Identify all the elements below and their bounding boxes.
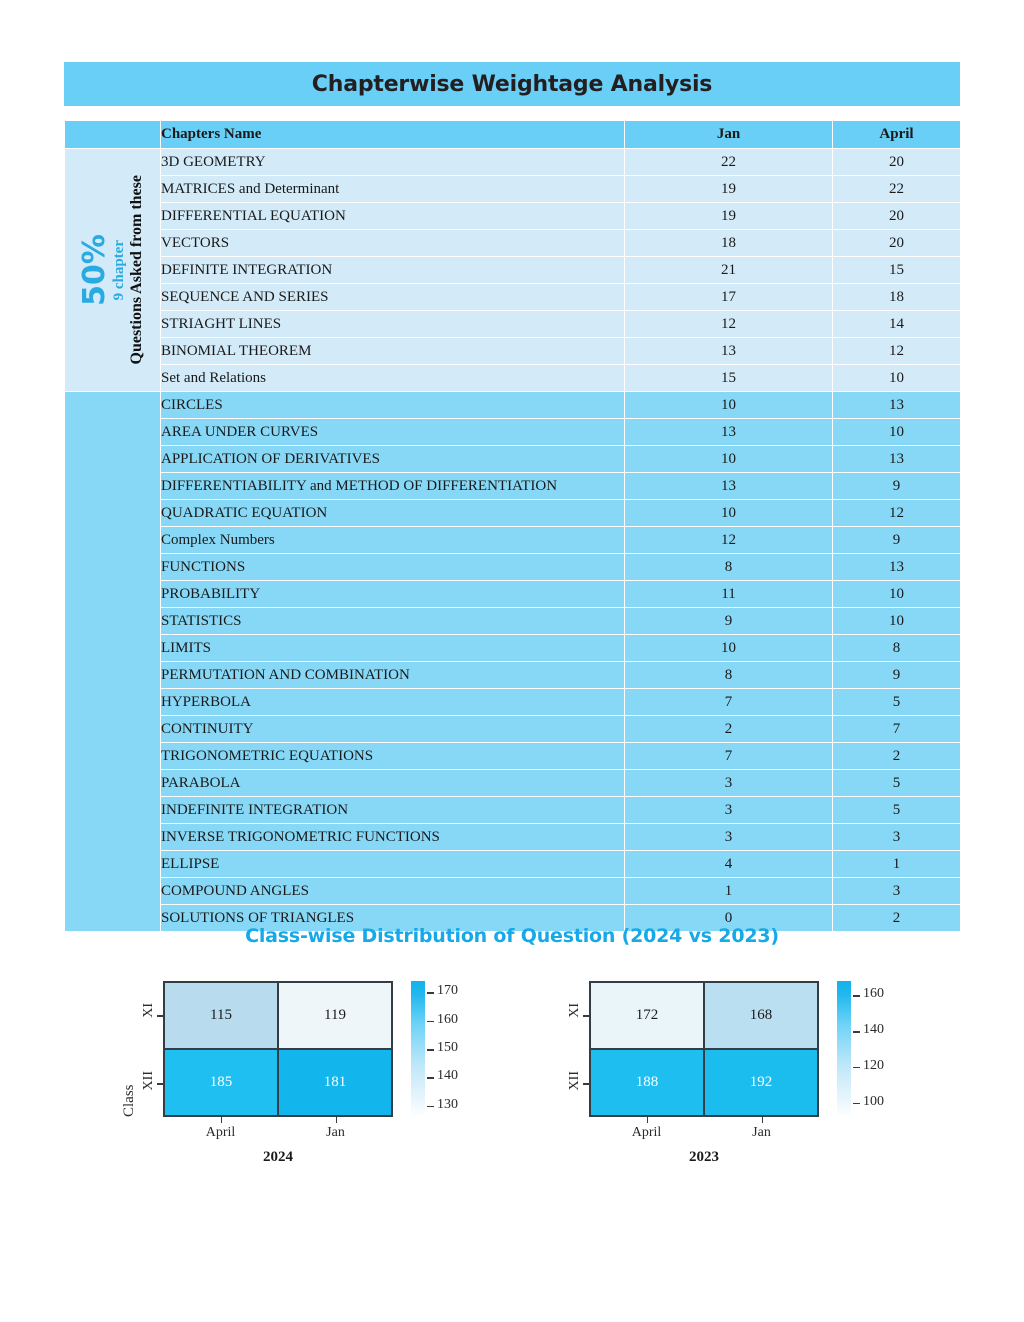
cell-april-count: 20 [833,203,961,230]
cell-chapter-name: ELLIPSE [161,851,625,878]
cell-jan-count: 11 [625,581,833,608]
cell-jan-count: 7 [625,743,833,770]
side-summary-cell-lower [65,392,161,932]
table-row [65,446,961,473]
cell-chapter-name: MATRICES and Determinant [161,176,625,203]
heatmap-cell: 192 [704,1049,818,1116]
cell-jan-count: 22 [625,149,833,176]
heatmap-colorbar-tick-label: 160 [863,986,884,1002]
cell-jan-count: 10 [625,392,833,419]
cell-jan-count: 13 [625,473,833,500]
table-row [65,716,961,743]
cell-april-count: 13 [833,446,961,473]
cell-april-count: 18 [833,284,961,311]
cell-april-count: 14 [833,311,961,338]
heatmap-cell: 168 [704,982,818,1049]
cell-jan-count: 1 [625,878,833,905]
cell-jan-count: 8 [625,662,833,689]
cell-chapter-name: SOLUTIONS OF TRIANGLES [161,905,625,932]
cell-april-count: 10 [833,365,961,392]
heatmap-colorbar-tickmark [853,995,860,997]
heatmap-colorbar-tick-label: 100 [863,1093,884,1109]
table-row [65,284,961,311]
cell-april-count: 13 [833,392,961,419]
heatmap-colorbar-tick-label: 170 [437,983,458,999]
cell-april-count: 15 [833,257,961,284]
heatmap-x-tickmark [647,1117,649,1123]
cell-jan-count: 4 [625,851,833,878]
table-row [65,257,961,284]
cell-chapter-name: PERMUTATION AND COMBINATION [161,662,625,689]
table-row [65,689,961,716]
heatmap-y-tick-XI: XI [141,1003,156,1018]
heatmap-x-tickmark [336,1117,338,1123]
cell-chapter-name: FUNCTIONS [161,554,625,581]
cell-jan-count: 12 [625,311,833,338]
heatmap-grid [163,981,393,1117]
cell-chapter-name: APPLICATION OF DERIVATIVES [161,446,625,473]
heatmap-colorbar-tickmark [427,1077,434,1079]
heatmap-colorbar-tick-label: 140 [437,1068,458,1084]
heatmap-chart-2024 [119,971,479,1171]
cell-april-count: 20 [833,149,961,176]
heatmap-cell: 115 [164,982,278,1049]
table-row [65,662,961,689]
cell-chapter-name: 3D GEOMETRY [161,149,625,176]
cell-jan-count: 8 [625,554,833,581]
cell-chapter-name: AREA UNDER CURVES [161,419,625,446]
table-body [65,149,961,932]
heatmap-grid [589,981,819,1117]
cell-chapter-name: Set and Relations [161,365,625,392]
cell-chapter-name: LIMITS [161,635,625,662]
cell-april-count: 5 [833,770,961,797]
heatmap-colorbar-tickmark [427,1106,434,1108]
cell-chapter-name: STATISTICS [161,608,625,635]
table-row [65,797,961,824]
side-caption-label: Questions Asked from these [128,175,145,365]
heatmap-y-tick-XII: XII [141,1071,156,1091]
cell-jan-count: 9 [625,608,833,635]
side-summary-cell [65,149,161,392]
table-row [65,743,961,770]
table-row [65,203,961,230]
cell-chapter-name: STRIAGHT LINES [161,311,625,338]
cell-chapter-name: QUADRATIC EQUATION [161,500,625,527]
heatmap-x-tickmark [221,1117,223,1123]
cell-chapter-name: SEQUENCE AND SERIES [161,284,625,311]
table-row [65,176,961,203]
cell-april-count: 5 [833,797,961,824]
side-percent-label: 50% [77,234,112,306]
heatmap-colorbar-tickmark [853,1067,860,1069]
cell-april-count: 2 [833,905,961,932]
heatmap-colorbar-tick-label: 130 [437,1096,458,1112]
cell-jan-count: 13 [625,419,833,446]
cell-chapter-name: BINOMIAL THEOREM [161,338,625,365]
cell-jan-count: 3 [625,770,833,797]
table-header-row [65,121,961,149]
cell-april-count: 13 [833,554,961,581]
cell-chapter-name: INDEFINITE INTEGRATION [161,797,625,824]
heatmap-x-tick-Jan: Jan [752,1125,771,1140]
cell-jan-count: 10 [625,635,833,662]
page-title: Chapterwise Weightage Analysis [311,71,713,97]
cell-april-count: 7 [833,716,961,743]
table-row [65,554,961,581]
header-cell-side [65,121,161,149]
heatmap-title: 2024 [263,1149,293,1165]
cell-april-count: 9 [833,473,961,500]
cell-april-count: 2 [833,743,961,770]
cell-chapter-name: PARABOLA [161,770,625,797]
cell-april-count: 8 [833,635,961,662]
cell-april-count: 9 [833,527,961,554]
heatmap-colorbar-tickmark [427,1049,434,1051]
cell-april-count: 22 [833,176,961,203]
heatmap-y-tick-XII: XII [567,1071,582,1091]
cell-jan-count: 19 [625,176,833,203]
chapterwise-weightage-table [64,120,961,932]
cell-jan-count: 15 [625,365,833,392]
heatmap-colorbar-tickmark [427,1021,434,1023]
table-row [65,365,961,392]
heatmap-colorbar-tick-label: 120 [863,1057,884,1073]
cell-april-count: 10 [833,608,961,635]
cell-jan-count: 17 [625,284,833,311]
cell-jan-count: 0 [625,905,833,932]
heatmap-colorbar-tick-label: 150 [437,1040,458,1055]
heatmap-x-tick-April: April [631,1125,662,1140]
cell-chapter-name: CIRCLES [161,392,625,419]
heatmap-y-tick-XI: XI [567,1003,582,1018]
table-row [65,500,961,527]
heatmap-cell: 181 [278,1049,392,1116]
cell-april-count: 5 [833,689,961,716]
cell-chapter-name: VECTORS [161,230,625,257]
cell-jan-count: 10 [625,446,833,473]
table-row [65,635,961,662]
heatmap-cell: 188 [590,1049,704,1116]
cell-april-count: 12 [833,338,961,365]
heatmap-cell: 172 [590,982,704,1049]
header-cell-jan: Jan [625,121,833,149]
cell-jan-count: 12 [625,527,833,554]
table-row [65,824,961,851]
table-row [65,851,961,878]
cell-jan-count: 2 [625,716,833,743]
cell-jan-count: 13 [625,338,833,365]
heatmap-colorbar-tickmark [853,1103,860,1105]
header-cell-chapters-name: Chapters Name [161,121,625,149]
cell-chapter-name: DIFFERENTIAL EQUATION [161,203,625,230]
heatmap-chart-2023 [545,971,905,1171]
cell-april-count: 10 [833,419,961,446]
cell-april-count: 3 [833,878,961,905]
cell-april-count: 9 [833,662,961,689]
heatmap-colorbar-tickmark [853,1031,860,1033]
table-row [65,608,961,635]
heatmap-colorbar-tick-label: 140 [863,1022,884,1038]
heatmap-cell: 185 [164,1049,278,1116]
table-row [65,419,961,446]
cell-april-count: 10 [833,581,961,608]
cell-april-count: 12 [833,500,961,527]
cell-april-count: 1 [833,851,961,878]
table-row [65,230,961,257]
cell-chapter-name: PROBABILITY [161,581,625,608]
table-row [65,149,961,176]
heatmap-x-tick-Jan: Jan [326,1125,345,1140]
table-row [65,581,961,608]
cell-jan-count: 3 [625,797,833,824]
cell-chapter-name: COMPOUND ANGLES [161,878,625,905]
cell-jan-count: 10 [625,500,833,527]
table-row [65,527,961,554]
table-row [65,878,961,905]
page-title-banner [64,62,960,106]
cell-chapter-name: HYPERBOLA [161,689,625,716]
charts-section [0,925,1024,1171]
cell-april-count: 20 [833,230,961,257]
cell-chapter-name: DIFFERENTIABILITY and METHOD OF DIFFERENTIATION [161,473,625,500]
header-cell-april: April [833,121,961,149]
side-chapter-count-label: 9 chapter [111,239,127,301]
cell-jan-count: 7 [625,689,833,716]
table-row [65,473,961,500]
cell-chapter-name: Complex Numbers [161,527,625,554]
heatmap-colorbar-tickmark [427,992,434,994]
heatmap-colorbar-tick-label: 160 [437,1011,458,1027]
table-row [65,338,961,365]
charts-row [0,971,1024,1171]
heatmap-colorbar [837,981,851,1117]
cell-april-count: 3 [833,824,961,851]
cell-jan-count: 19 [625,203,833,230]
cell-chapter-name: INVERSE TRIGONOMETRIC FUNCTIONS [161,824,625,851]
heatmap-title: 2023 [689,1149,719,1165]
cell-jan-count: 3 [625,824,833,851]
heatmap-x-tickmark [762,1117,764,1123]
cell-jan-count: 18 [625,230,833,257]
heatmap-cell: 119 [278,982,392,1049]
cell-chapter-name: DEFINITE INTEGRATION [161,257,625,284]
table-row [65,392,961,419]
cell-jan-count: 21 [625,257,833,284]
table-row [65,770,961,797]
heatmap-y-axis-label: Class [121,1084,137,1117]
table-row [65,311,961,338]
heatmap-colorbar [411,981,425,1117]
heatmap-x-tick-April: April [205,1125,236,1140]
table-header [65,121,961,149]
cell-chapter-name: TRIGONOMETRIC EQUATIONS [161,743,625,770]
charts-section-title: Class-wise Distribution of Question (2024 vs 2023) [245,925,779,947]
cell-chapter-name: CONTINUITY [161,716,625,743]
